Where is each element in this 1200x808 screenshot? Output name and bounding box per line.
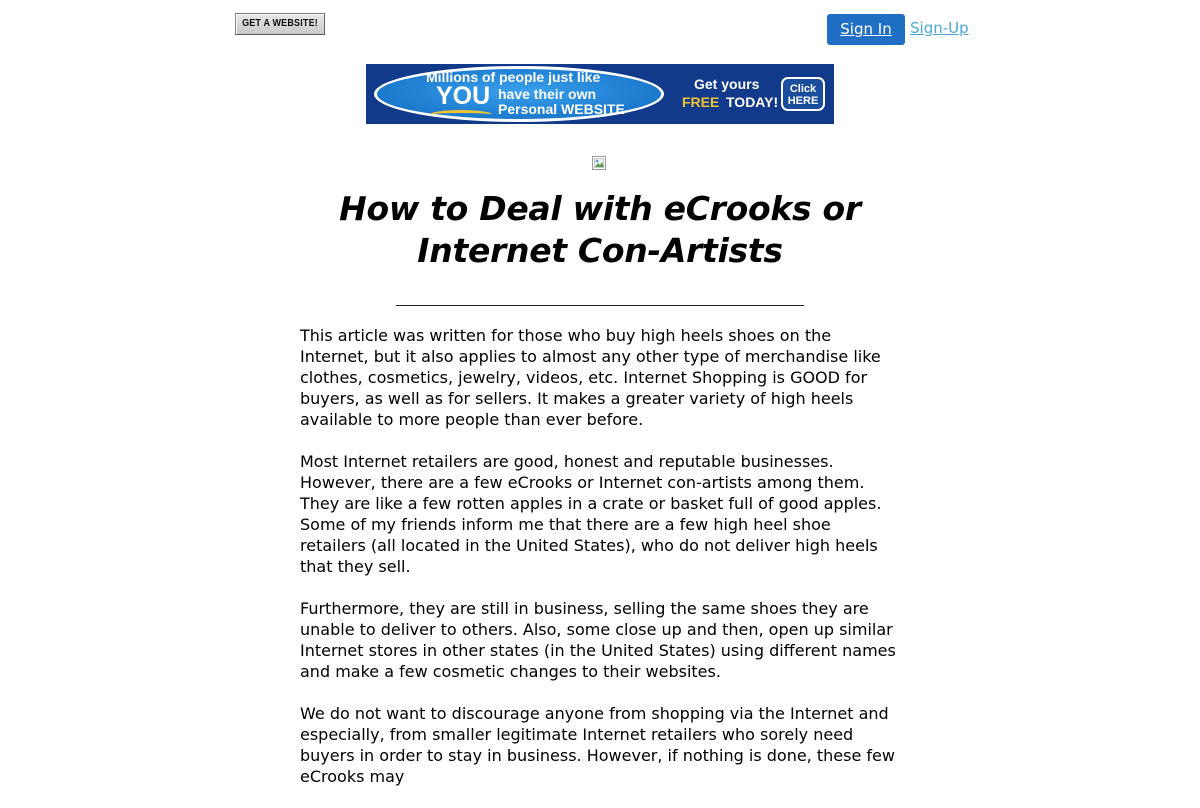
banner-line2: have their own — [498, 86, 597, 102]
banner-click-here-button[interactable] — [781, 77, 825, 111]
article-paragraph: Furthermore, they are still in business, selling the same shoes they are unable to deliver to others. Also, some close up and then, open up similar Internet stores in other states (in the United States) using different names and make a few cosmetic changes to their websites. — [300, 599, 896, 681]
article-paragraph: Most Internet retailers are good, honest and reputable businesses. However, there are a few eCrooks or Internet con-artists among them. They are like a few rotten apples in a crate or basket full of good apples. Some of my friends inform me that there are a few high heel shoe retailers (all located in the United States), who do not deliver high heels that they sell. — [300, 452, 882, 576]
article-title: How to Deal with eCrooks or Internet Con-Artists — [339, 189, 861, 270]
banner-click-label: Click — [789, 83, 817, 95]
banner-here-label: HERE — [787, 95, 819, 107]
banner-free: FREE — [682, 94, 720, 110]
sign-up-link[interactable]: Sign-Up — [910, 19, 969, 37]
article-paragraph: We do not want to discourage anyone from shopping via the Internet and especially, from smaller legitimate Internet retailers who sorely need buyers in order to stay in business. However, if nothing is done, these few eCrooks may — [300, 704, 895, 786]
article-paragraph: This article was written for those who buy high heels shoes on the Internet, but it also applies to almost any other type of merchandise like clothes, cosmetics, jewelry, videos, etc. Internet Shopping is GOOD for buyers, as well as for sellers. It makes a greater variety of high heels available to more people than ever before. — [300, 326, 881, 429]
website-ad-banner[interactable] — [366, 64, 834, 124]
banner-you: YOU — [436, 82, 491, 110]
sign-in-button[interactable]: Sign In — [827, 14, 905, 45]
banner-line3: Personal WEBSITE — [498, 101, 625, 117]
title-divider — [396, 305, 804, 306]
banner-get-yours: Get yours — [694, 76, 760, 92]
broken-image-icon — [592, 156, 607, 171]
banner-line1: Millions of people just like — [426, 69, 601, 85]
banner-today: TODAY! — [726, 94, 779, 110]
banner-swoosh-icon — [430, 110, 492, 119]
get-a-website-button[interactable]: GET A WEBSITE! — [235, 13, 325, 35]
article-body — [300, 325, 900, 808]
